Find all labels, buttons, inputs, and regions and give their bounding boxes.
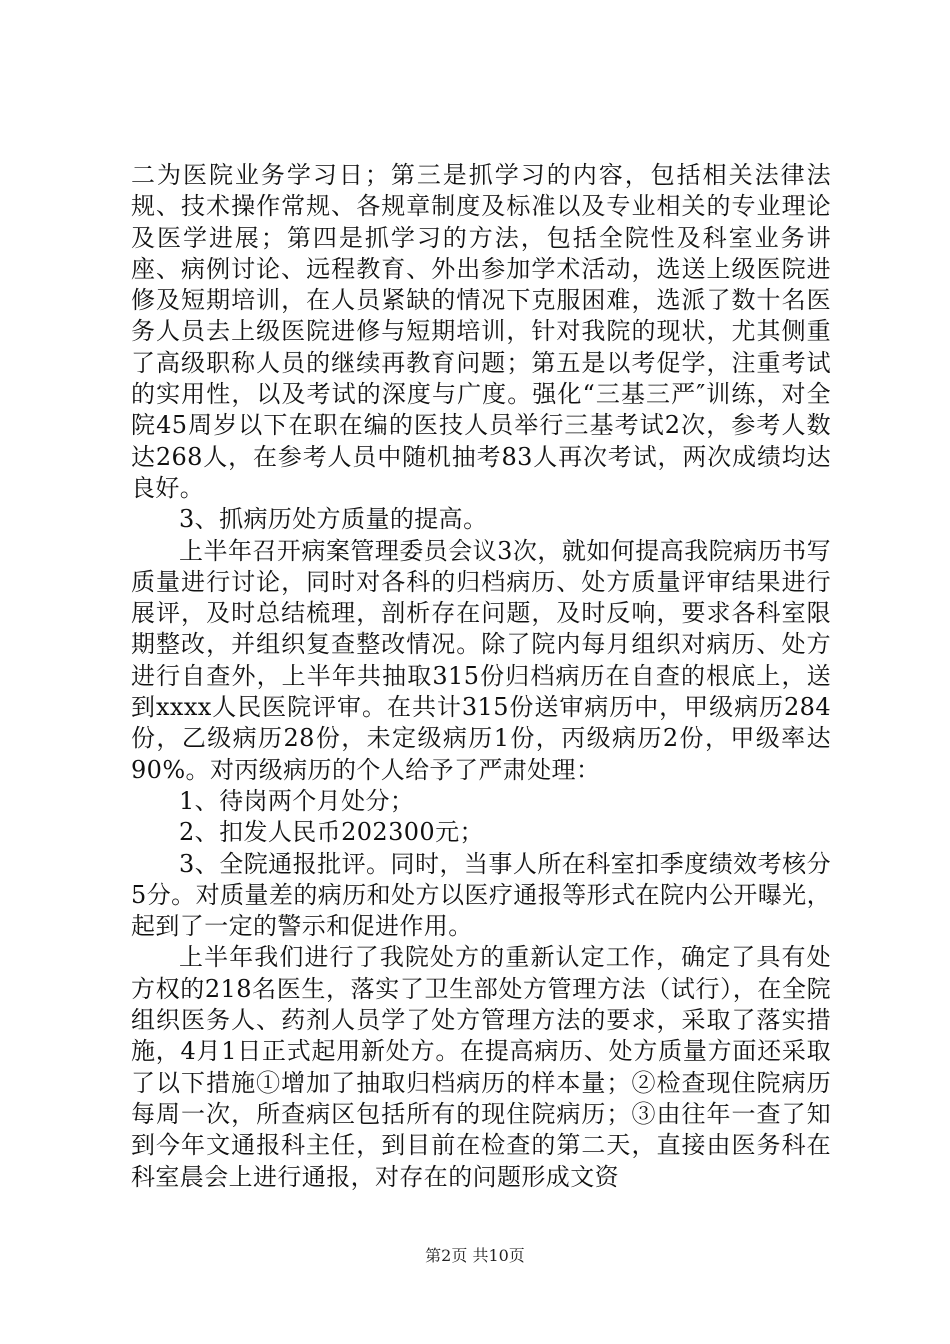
paragraph-prescription-reform: 上半年我们进行了我院处方的重新认定工作，确定了具有处方权的218名医生，落实了卫生部处方管理方法（试行），在全院组织医务人、药剂人员学了处方管理方法的要求，采取了落实措施，4月1日正式起用新处方。在提高病历、处方质量方面还采取了以下措施①增加了抽取归档病历的样本量；②检查现住院病历每周一次，所查病区包括所有的现住院病历；③由往年一查了知到今年文通报科主任，到目前在检查的第二天，直接由医务科在科室晨会上进行通报，对存在的问题形成文资: [131, 943, 831, 1191]
list-item-punishment-1: 1、待岗两个月处分；: [179, 786, 415, 815]
page-number: 第2页 共10页: [425, 1246, 525, 1265]
list-item-punishment-2: 2、扣发人民币202300元；: [179, 818, 484, 847]
paragraph-record-review: 上半年召开病案管理委员会议3次，就如何提高我院病历书写质量进行讨论，同时对各科的归档病历、处方质量评审结果进行展评，及时总结梳理，剖析存在问题，及时反响，要求各科室限期整改，并组织复查整改情况。除了院内每月组织对病历、处方进行自查外，上半年共抽取315份归档病历在自查的根底上，送到xxxx人民医院评审。在共计315份送审病历中，甲级病历284份，乙级病历28份，未定级病历1份，丙级病历2份，甲级率达90%。对丙级病历的个人给予了严肃处理：: [131, 536, 831, 784]
list-item-punishment-3: 3、全院通报批评。同时，当事人所在科室扣季度绩效考核分5分。对质量差的病历和处方以医疗通报等形式在院内公开曝光，起到了一定的警示和促进作用。: [131, 849, 831, 941]
paragraph-study-methods: 二为医院业务学习日；第三是抓学习的内容，包括相关法律法规、技术操作常规、各规章制度及标准以及专业相关的专业理论及医学进展；第四是抓学习的方法，包括全院性及科室业务讲座、病例讨论、远程教育、外出参加学术活动，选送上级医院进修及短期培训，在人员紧缺的情况下克服困难，选派了数十名医务人员去上级医院进修与短期培训，针对我院的现状，尤其侧重了高级职称人员的继续再教育问题；第五是以考促学，注重考试的实用性，以及考试的深度与广度。强化“三基三严″训练，对全院45周岁以下在职在编的医技人员举行三基考试2次，参考人数达268人，在参考人员中随机抽考83人再次考试，两次成绩均达良好。: [131, 161, 831, 502]
page-footer: [0, 1246, 950, 1266]
section-heading-record-quality: 3、抓病历处方质量的提高。: [179, 505, 488, 534]
document-body: [131, 160, 831, 1193]
